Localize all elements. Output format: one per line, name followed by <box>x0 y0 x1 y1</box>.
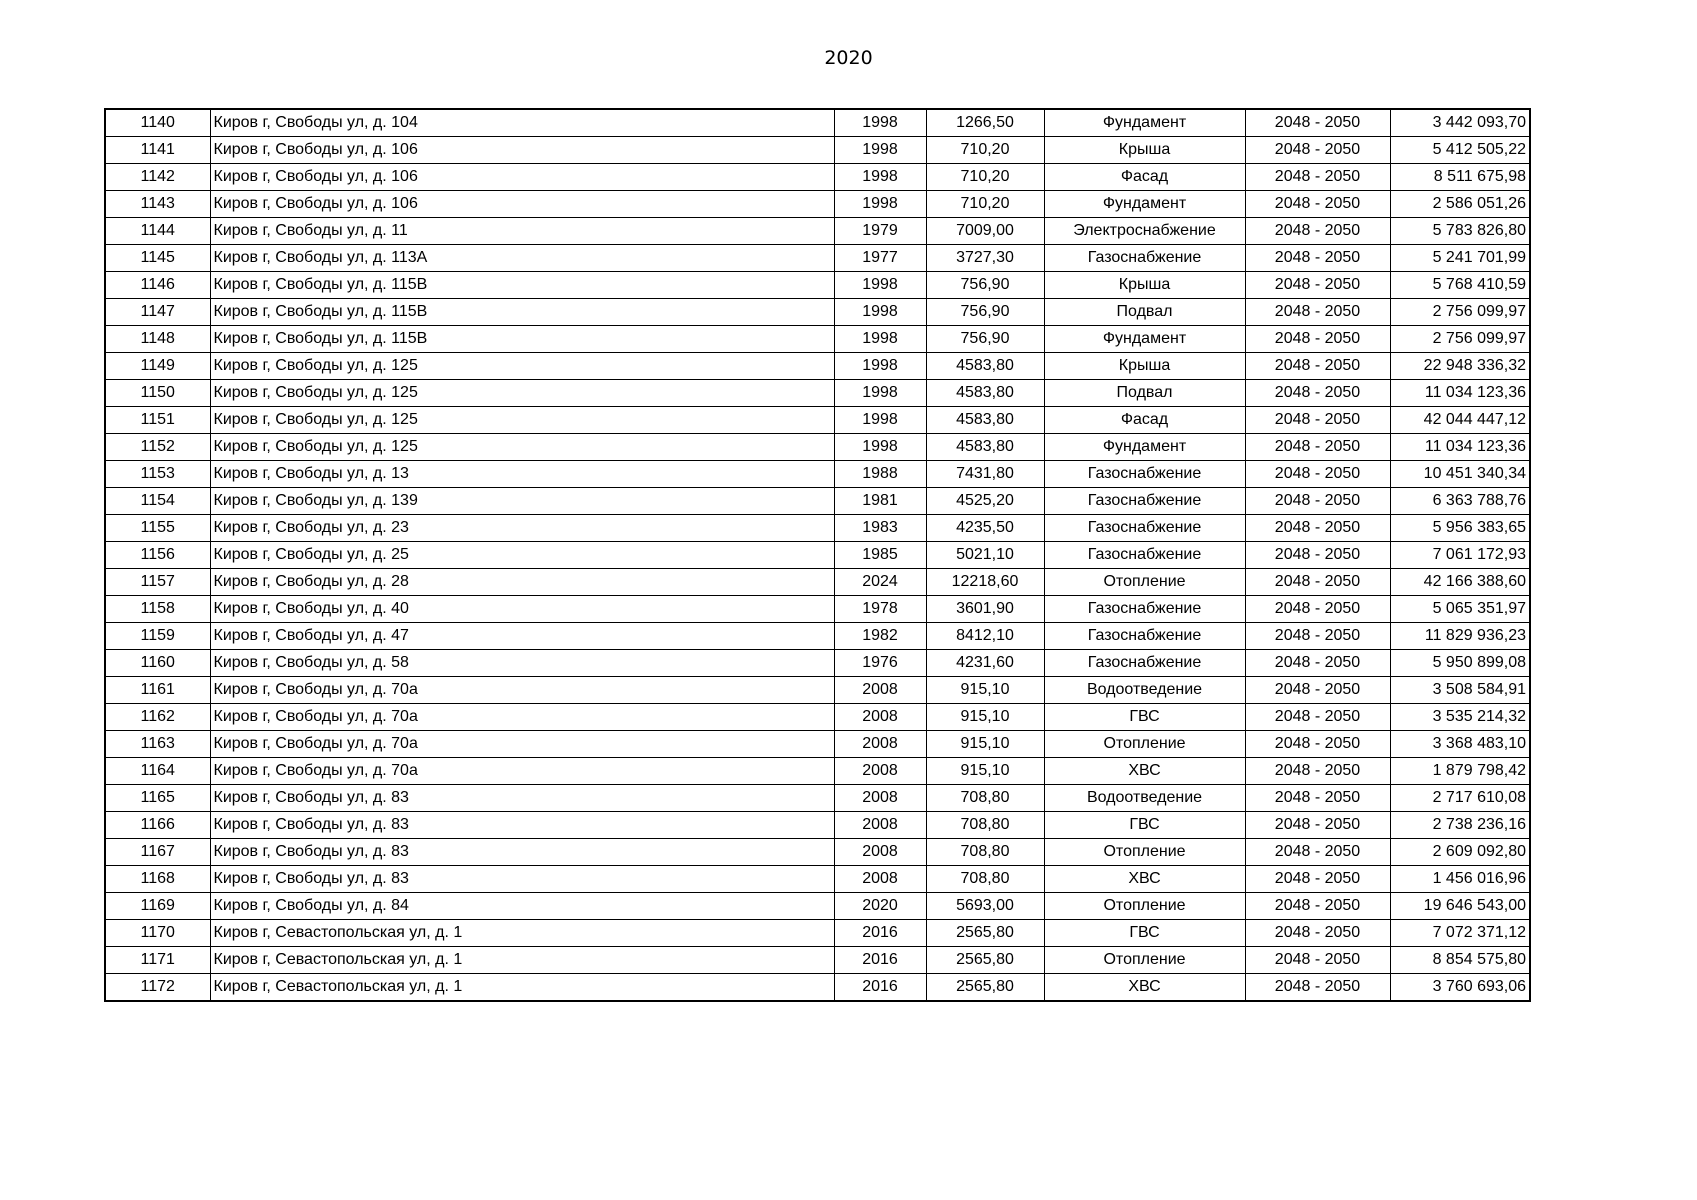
address-cell: Киров г, Свободы ул, д. 125 <box>210 353 834 380</box>
address-cell: Киров г, Свободы ул, д. 40 <box>210 596 834 623</box>
area-cell: 3727,30 <box>926 245 1044 272</box>
cost-cell: 3 760 693,06 <box>1390 974 1530 1002</box>
row-number-cell: 1151 <box>105 407 210 434</box>
year-cell: 1981 <box>834 488 926 515</box>
address-cell: Киров г, Свободы ул, д. 25 <box>210 542 834 569</box>
address-cell: Киров г, Свободы ул, д. 115В <box>210 272 834 299</box>
period-cell: 2048 - 2050 <box>1245 623 1390 650</box>
area-cell: 5021,10 <box>926 542 1044 569</box>
period-cell: 2048 - 2050 <box>1245 704 1390 731</box>
address-cell: Киров г, Свободы ул, д. 139 <box>210 488 834 515</box>
cost-cell: 8 854 575,80 <box>1390 947 1530 974</box>
work-type-cell: Отопление <box>1044 839 1245 866</box>
cost-cell: 3 508 584,91 <box>1390 677 1530 704</box>
row-number-cell: 1164 <box>105 758 210 785</box>
cost-cell: 11 034 123,36 <box>1390 380 1530 407</box>
year-cell: 1998 <box>834 137 926 164</box>
row-number-cell: 1163 <box>105 731 210 758</box>
area-cell: 4583,80 <box>926 380 1044 407</box>
period-cell: 2048 - 2050 <box>1245 380 1390 407</box>
cost-cell: 5 950 899,08 <box>1390 650 1530 677</box>
address-cell: Киров г, Свободы ул, д. 125 <box>210 380 834 407</box>
area-cell: 4235,50 <box>926 515 1044 542</box>
area-cell: 4525,20 <box>926 488 1044 515</box>
work-type-cell: Газоснабжение <box>1044 623 1245 650</box>
table-row <box>105 569 1530 596</box>
address-cell: Киров г, Свободы ул, д. 83 <box>210 839 834 866</box>
year-cell: 1976 <box>834 650 926 677</box>
year-cell: 2008 <box>834 812 926 839</box>
period-cell: 2048 - 2050 <box>1245 164 1390 191</box>
cost-cell: 2 738 236,16 <box>1390 812 1530 839</box>
page-number: 2020 <box>824 47 873 69</box>
row-number-cell: 1154 <box>105 488 210 515</box>
year-cell: 2020 <box>834 893 926 920</box>
cost-cell: 42 166 388,60 <box>1390 569 1530 596</box>
table-row <box>105 704 1530 731</box>
year-cell: 2016 <box>834 947 926 974</box>
table-row <box>105 812 1530 839</box>
address-cell: Киров г, Свободы ул, д. 23 <box>210 515 834 542</box>
work-type-cell: Отопление <box>1044 893 1245 920</box>
row-number-cell: 1166 <box>105 812 210 839</box>
area-cell: 915,10 <box>926 677 1044 704</box>
area-cell: 7431,80 <box>926 461 1044 488</box>
address-cell: Киров г, Свободы ул, д. 70а <box>210 758 834 785</box>
period-cell: 2048 - 2050 <box>1245 137 1390 164</box>
row-number-cell: 1158 <box>105 596 210 623</box>
work-type-cell: Водоотведение <box>1044 677 1245 704</box>
address-cell: Киров г, Севастопольская ул, д. 1 <box>210 974 834 1002</box>
year-cell: 1998 <box>834 353 926 380</box>
year-cell: 1998 <box>834 380 926 407</box>
work-type-cell: Подвал <box>1044 299 1245 326</box>
period-cell: 2048 - 2050 <box>1245 272 1390 299</box>
period-cell: 2048 - 2050 <box>1245 893 1390 920</box>
period-cell: 2048 - 2050 <box>1245 353 1390 380</box>
cost-cell: 3 535 214,32 <box>1390 704 1530 731</box>
area-cell: 2565,80 <box>926 947 1044 974</box>
period-cell: 2048 - 2050 <box>1245 407 1390 434</box>
work-type-cell: Газоснабжение <box>1044 515 1245 542</box>
work-type-cell: Фундамент <box>1044 326 1245 353</box>
area-cell: 12218,60 <box>926 569 1044 596</box>
cost-cell: 22 948 336,32 <box>1390 353 1530 380</box>
row-number-cell: 1161 <box>105 677 210 704</box>
work-type-cell: ХВС <box>1044 758 1245 785</box>
row-number-cell: 1171 <box>105 947 210 974</box>
row-number-cell: 1170 <box>105 920 210 947</box>
work-type-cell: Водоотведение <box>1044 785 1245 812</box>
work-type-cell: Электроснабжение <box>1044 218 1245 245</box>
table-body <box>105 109 1530 1001</box>
area-cell: 915,10 <box>926 704 1044 731</box>
year-cell: 2008 <box>834 731 926 758</box>
work-type-cell: Крыша <box>1044 137 1245 164</box>
cost-cell: 5 783 826,80 <box>1390 218 1530 245</box>
cost-cell: 7 061 172,93 <box>1390 542 1530 569</box>
work-type-cell: Газоснабжение <box>1044 245 1245 272</box>
year-cell: 2008 <box>834 866 926 893</box>
period-cell: 2048 - 2050 <box>1245 191 1390 218</box>
address-cell: Киров г, Свободы ул, д. 84 <box>210 893 834 920</box>
area-cell: 756,90 <box>926 326 1044 353</box>
year-cell: 2008 <box>834 839 926 866</box>
row-number-cell: 1162 <box>105 704 210 731</box>
table-row <box>105 488 1530 515</box>
area-cell: 4583,80 <box>926 353 1044 380</box>
table-row <box>105 380 1530 407</box>
cost-cell: 8 511 675,98 <box>1390 164 1530 191</box>
year-cell: 2008 <box>834 677 926 704</box>
row-number-cell: 1156 <box>105 542 210 569</box>
year-cell: 2008 <box>834 758 926 785</box>
table-row <box>105 137 1530 164</box>
cost-cell: 3 368 483,10 <box>1390 731 1530 758</box>
work-type-cell: ХВС <box>1044 866 1245 893</box>
address-cell: Киров г, Свободы ул, д. 28 <box>210 569 834 596</box>
period-cell: 2048 - 2050 <box>1245 569 1390 596</box>
row-number-cell: 1140 <box>105 109 210 137</box>
area-cell: 710,20 <box>926 191 1044 218</box>
table-row <box>105 947 1530 974</box>
area-cell: 2565,80 <box>926 920 1044 947</box>
address-cell: Киров г, Свободы ул, д. 70а <box>210 704 834 731</box>
table-row <box>105 623 1530 650</box>
table-row <box>105 245 1530 272</box>
year-cell: 1979 <box>834 218 926 245</box>
row-number-cell: 1143 <box>105 191 210 218</box>
cost-cell: 7 072 371,12 <box>1390 920 1530 947</box>
area-cell: 710,20 <box>926 164 1044 191</box>
table-row <box>105 677 1530 704</box>
row-number-cell: 1168 <box>105 866 210 893</box>
cost-cell: 2 717 610,08 <box>1390 785 1530 812</box>
work-type-cell: Отопление <box>1044 569 1245 596</box>
table-row <box>105 461 1530 488</box>
work-type-cell: ХВС <box>1044 974 1245 1002</box>
table-row <box>105 866 1530 893</box>
cost-cell: 10 451 340,34 <box>1390 461 1530 488</box>
work-type-cell: ГВС <box>1044 704 1245 731</box>
work-type-cell: Фасад <box>1044 164 1245 191</box>
address-cell: Киров г, Свободы ул, д. 83 <box>210 866 834 893</box>
work-type-cell: ГВС <box>1044 920 1245 947</box>
year-cell: 1985 <box>834 542 926 569</box>
work-type-cell: Подвал <box>1044 380 1245 407</box>
year-cell: 1998 <box>834 326 926 353</box>
table-row <box>105 839 1530 866</box>
address-cell: Киров г, Свободы ул, д. 104 <box>210 109 834 137</box>
year-cell: 2008 <box>834 704 926 731</box>
row-number-cell: 1152 <box>105 434 210 461</box>
address-cell: Киров г, Севастопольская ул, д. 1 <box>210 920 834 947</box>
area-cell: 4583,80 <box>926 434 1044 461</box>
table-row <box>105 218 1530 245</box>
year-cell: 1988 <box>834 461 926 488</box>
table-row <box>105 515 1530 542</box>
year-cell: 2008 <box>834 785 926 812</box>
cost-cell: 1 456 016,96 <box>1390 866 1530 893</box>
cost-cell: 2 756 099,97 <box>1390 326 1530 353</box>
address-cell: Киров г, Свободы ул, д. 70а <box>210 677 834 704</box>
row-number-cell: 1142 <box>105 164 210 191</box>
address-cell: Киров г, Свободы ул, д. 11 <box>210 218 834 245</box>
table-row <box>105 542 1530 569</box>
year-cell: 1983 <box>834 515 926 542</box>
table-row <box>105 596 1530 623</box>
area-cell: 2565,80 <box>926 974 1044 1002</box>
work-type-cell: Отопление <box>1044 947 1245 974</box>
address-cell: Киров г, Свободы ул, д. 83 <box>210 812 834 839</box>
table-row <box>105 974 1530 1002</box>
year-cell: 2016 <box>834 920 926 947</box>
year-cell: 1978 <box>834 596 926 623</box>
row-number-cell: 1167 <box>105 839 210 866</box>
period-cell: 2048 - 2050 <box>1245 245 1390 272</box>
address-cell: Киров г, Свободы ул, д. 70а <box>210 731 834 758</box>
table-row <box>105 299 1530 326</box>
work-type-cell: Крыша <box>1044 272 1245 299</box>
work-type-cell: Газоснабжение <box>1044 488 1245 515</box>
year-cell: 1998 <box>834 164 926 191</box>
address-cell: Киров г, Свободы ул, д. 13 <box>210 461 834 488</box>
table-row <box>105 164 1530 191</box>
cost-cell: 5 241 701,99 <box>1390 245 1530 272</box>
period-cell: 2048 - 2050 <box>1245 920 1390 947</box>
cost-cell: 5 956 383,65 <box>1390 515 1530 542</box>
table-row <box>105 353 1530 380</box>
row-number-cell: 1172 <box>105 974 210 1002</box>
period-cell: 2048 - 2050 <box>1245 866 1390 893</box>
table-row <box>105 758 1530 785</box>
area-cell: 8412,10 <box>926 623 1044 650</box>
period-cell: 2048 - 2050 <box>1245 974 1390 1002</box>
row-number-cell: 1169 <box>105 893 210 920</box>
area-cell: 4583,80 <box>926 407 1044 434</box>
period-cell: 2048 - 2050 <box>1245 515 1390 542</box>
year-cell: 1998 <box>834 299 926 326</box>
work-type-cell: Фундамент <box>1044 109 1245 137</box>
period-cell: 2048 - 2050 <box>1245 947 1390 974</box>
cost-cell: 6 363 788,76 <box>1390 488 1530 515</box>
area-cell: 708,80 <box>926 866 1044 893</box>
area-cell: 1266,50 <box>926 109 1044 137</box>
work-type-cell: Крыша <box>1044 353 1245 380</box>
period-cell: 2048 - 2050 <box>1245 218 1390 245</box>
address-cell: Киров г, Свободы ул, д. 115В <box>210 299 834 326</box>
row-number-cell: 1147 <box>105 299 210 326</box>
cost-cell: 1 879 798,42 <box>1390 758 1530 785</box>
row-number-cell: 1165 <box>105 785 210 812</box>
year-cell: 1998 <box>834 272 926 299</box>
area-cell: 7009,00 <box>926 218 1044 245</box>
period-cell: 2048 - 2050 <box>1245 434 1390 461</box>
address-cell: Киров г, Свободы ул, д. 58 <box>210 650 834 677</box>
address-cell: Киров г, Свободы ул, д. 47 <box>210 623 834 650</box>
work-type-cell: Отопление <box>1044 731 1245 758</box>
row-number-cell: 1150 <box>105 380 210 407</box>
area-cell: 915,10 <box>926 758 1044 785</box>
address-cell: Киров г, Севастопольская ул, д. 1 <box>210 947 834 974</box>
table-row <box>105 920 1530 947</box>
row-number-cell: 1160 <box>105 650 210 677</box>
table-row <box>105 272 1530 299</box>
table-row <box>105 191 1530 218</box>
address-cell: Киров г, Свободы ул, д. 113А <box>210 245 834 272</box>
area-cell: 5693,00 <box>926 893 1044 920</box>
cost-cell: 2 586 051,26 <box>1390 191 1530 218</box>
year-cell: 1998 <box>834 109 926 137</box>
work-type-cell: Газоснабжение <box>1044 650 1245 677</box>
cost-cell: 5 768 410,59 <box>1390 272 1530 299</box>
table-row <box>105 326 1530 353</box>
table-row <box>105 650 1530 677</box>
year-cell: 1998 <box>834 434 926 461</box>
row-number-cell: 1146 <box>105 272 210 299</box>
period-cell: 2048 - 2050 <box>1245 596 1390 623</box>
row-number-cell: 1155 <box>105 515 210 542</box>
period-cell: 2048 - 2050 <box>1245 650 1390 677</box>
period-cell: 2048 - 2050 <box>1245 677 1390 704</box>
work-type-cell: Фундамент <box>1044 191 1245 218</box>
row-number-cell: 1149 <box>105 353 210 380</box>
cost-cell: 3 442 093,70 <box>1390 109 1530 137</box>
table-row <box>105 434 1530 461</box>
work-type-cell: ГВС <box>1044 812 1245 839</box>
row-number-cell: 1148 <box>105 326 210 353</box>
cost-cell: 11 829 936,23 <box>1390 623 1530 650</box>
work-type-cell: Фундамент <box>1044 434 1245 461</box>
year-cell: 1982 <box>834 623 926 650</box>
year-cell: 1977 <box>834 245 926 272</box>
cost-cell: 2 756 099,97 <box>1390 299 1530 326</box>
cost-cell: 42 044 447,12 <box>1390 407 1530 434</box>
area-cell: 708,80 <box>926 812 1044 839</box>
cost-cell: 5 065 351,97 <box>1390 596 1530 623</box>
year-cell: 1998 <box>834 191 926 218</box>
table-row <box>105 893 1530 920</box>
year-cell: 1998 <box>834 407 926 434</box>
period-cell: 2048 - 2050 <box>1245 461 1390 488</box>
area-cell: 756,90 <box>926 272 1044 299</box>
row-number-cell: 1153 <box>105 461 210 488</box>
year-cell: 2016 <box>834 974 926 1002</box>
area-cell: 4231,60 <box>926 650 1044 677</box>
row-number-cell: 1141 <box>105 137 210 164</box>
cost-cell: 19 646 543,00 <box>1390 893 1530 920</box>
period-cell: 2048 - 2050 <box>1245 731 1390 758</box>
table-row <box>105 407 1530 434</box>
period-cell: 2048 - 2050 <box>1245 299 1390 326</box>
period-cell: 2048 - 2050 <box>1245 326 1390 353</box>
address-cell: Киров г, Свободы ул, д. 83 <box>210 785 834 812</box>
area-cell: 708,80 <box>926 785 1044 812</box>
table-row <box>105 731 1530 758</box>
cost-cell: 2 609 092,80 <box>1390 839 1530 866</box>
repair-register-table <box>104 108 1531 1002</box>
row-number-cell: 1144 <box>105 218 210 245</box>
area-cell: 756,90 <box>926 299 1044 326</box>
address-cell: Киров г, Свободы ул, д. 125 <box>210 407 834 434</box>
work-type-cell: Газоснабжение <box>1044 461 1245 488</box>
address-cell: Киров г, Свободы ул, д. 106 <box>210 164 834 191</box>
table-row <box>105 785 1530 812</box>
area-cell: 710,20 <box>926 137 1044 164</box>
work-type-cell: Фасад <box>1044 407 1245 434</box>
cost-cell: 11 034 123,36 <box>1390 434 1530 461</box>
period-cell: 2048 - 2050 <box>1245 812 1390 839</box>
period-cell: 2048 - 2050 <box>1245 785 1390 812</box>
period-cell: 2048 - 2050 <box>1245 488 1390 515</box>
period-cell: 2048 - 2050 <box>1245 542 1390 569</box>
work-type-cell: Газоснабжение <box>1044 596 1245 623</box>
address-cell: Киров г, Свободы ул, д. 106 <box>210 137 834 164</box>
period-cell: 2048 - 2050 <box>1245 758 1390 785</box>
table-row <box>105 109 1530 137</box>
area-cell: 915,10 <box>926 731 1044 758</box>
cost-cell: 5 412 505,22 <box>1390 137 1530 164</box>
period-cell: 2048 - 2050 <box>1245 109 1390 137</box>
address-cell: Киров г, Свободы ул, д. 115В <box>210 326 834 353</box>
row-number-cell: 1159 <box>105 623 210 650</box>
address-cell: Киров г, Свободы ул, д. 106 <box>210 191 834 218</box>
row-number-cell: 1157 <box>105 569 210 596</box>
period-cell: 2048 - 2050 <box>1245 839 1390 866</box>
row-number-cell: 1145 <box>105 245 210 272</box>
year-cell: 2024 <box>834 569 926 596</box>
area-cell: 708,80 <box>926 839 1044 866</box>
address-cell: Киров г, Свободы ул, д. 125 <box>210 434 834 461</box>
area-cell: 3601,90 <box>926 596 1044 623</box>
work-type-cell: Газоснабжение <box>1044 542 1245 569</box>
